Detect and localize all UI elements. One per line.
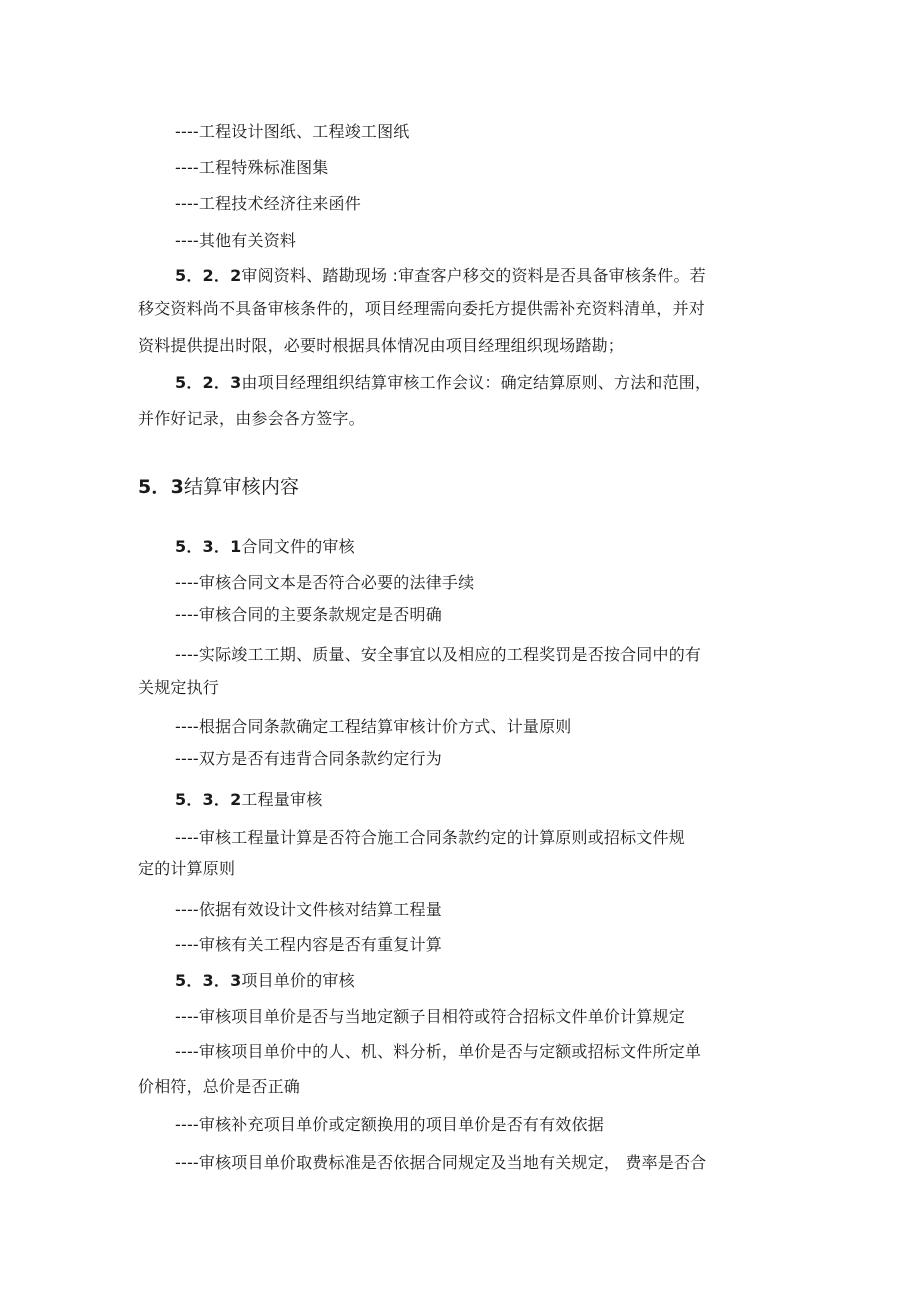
- paragraph-line: 资料提供提出时限，必要时根据具体情况由项目经理组织现场踏勘；: [138, 336, 625, 355]
- list-item: ----审核工程量计算是否符合施工合同条款约定的计算原则或招标文件规: [175, 828, 685, 847]
- paragraph-line: 移交资料尚不具备审核条件的，项目经理需向委托方提供需补充资料清单，并对: [138, 299, 706, 318]
- paragraph-text: 由项目经理组织结算审核工作会议：确定结算原则、方法和范围，: [241, 373, 712, 392]
- paragraph-line: [175, 372, 711, 394]
- section-number: 5．3: [138, 476, 185, 498]
- list-item: ----审核有关工程内容是否有重复计算: [175, 935, 442, 954]
- subsection-text: 工程量审核: [241, 790, 323, 809]
- list-item: ----实际竣工工期、质量、安全事宜以及相应的工程奖罚是否按合同中的有: [175, 645, 702, 664]
- list-item-continuation: 定的计算原则: [138, 859, 236, 878]
- paragraph-line: 并作好记录，由参会各方签字。: [138, 409, 365, 428]
- subsection-text: 项目单价的审核: [241, 971, 355, 990]
- paragraph-text: 审阅资料、踏勘现场 :审查客户移交的资料是否具备审核条件。若: [241, 266, 706, 285]
- list-item: ----审核项目单价取费标准是否依据合同规定及当地有关规定， 费率是否合: [175, 1153, 707, 1172]
- list-item: ----其他有关资料: [175, 231, 297, 250]
- section-number: 5．3．1: [175, 537, 242, 556]
- list-item: ----工程设计图纸、工程竣工图纸: [175, 122, 410, 141]
- section-number: 5．2．2: [175, 266, 242, 285]
- list-item: ----审核补充项目单价或定额换用的项目单价是否有有效依据: [175, 1115, 604, 1134]
- section-heading: [138, 474, 299, 500]
- subsection-text: 合同文件的审核: [241, 537, 355, 556]
- list-item: ----审核合同的主要条款规定是否明确: [175, 605, 442, 624]
- list-item: ----工程特殊标准图集: [175, 158, 329, 177]
- list-item: ----根据合同条款确定工程结算审核计价方式、计量原则: [175, 717, 572, 736]
- subsection-title: [175, 536, 355, 558]
- section-number: 5．3．3: [175, 971, 242, 990]
- subsection-title: [175, 970, 355, 992]
- section-number: 5．3．2: [175, 790, 242, 809]
- section-number: 5．2．3: [175, 373, 242, 392]
- list-item: ----工程技术经济往来函件: [175, 194, 361, 213]
- list-item: ----双方是否有违背合同条款约定行为: [175, 749, 442, 768]
- subsection-title: [175, 789, 322, 811]
- list-item-continuation: 价相符，总价是否正确: [138, 1077, 301, 1096]
- list-item: ----依据有效设计文件核对结算工程量: [175, 900, 442, 919]
- list-item: ----审核合同文本是否符合必要的法律手续: [175, 573, 475, 592]
- heading-text: 结算审核内容: [184, 476, 300, 498]
- list-item-continuation: 关规定执行: [138, 678, 220, 697]
- list-item: ----审核项目单价中的人、机、料分析，单价是否与定额或招标文件所定单: [175, 1042, 702, 1061]
- paragraph-line: [175, 265, 706, 287]
- list-item: ----审核项目单价是否与当地定额子目相符或符合招标文件单价计算规定: [175, 1007, 685, 1026]
